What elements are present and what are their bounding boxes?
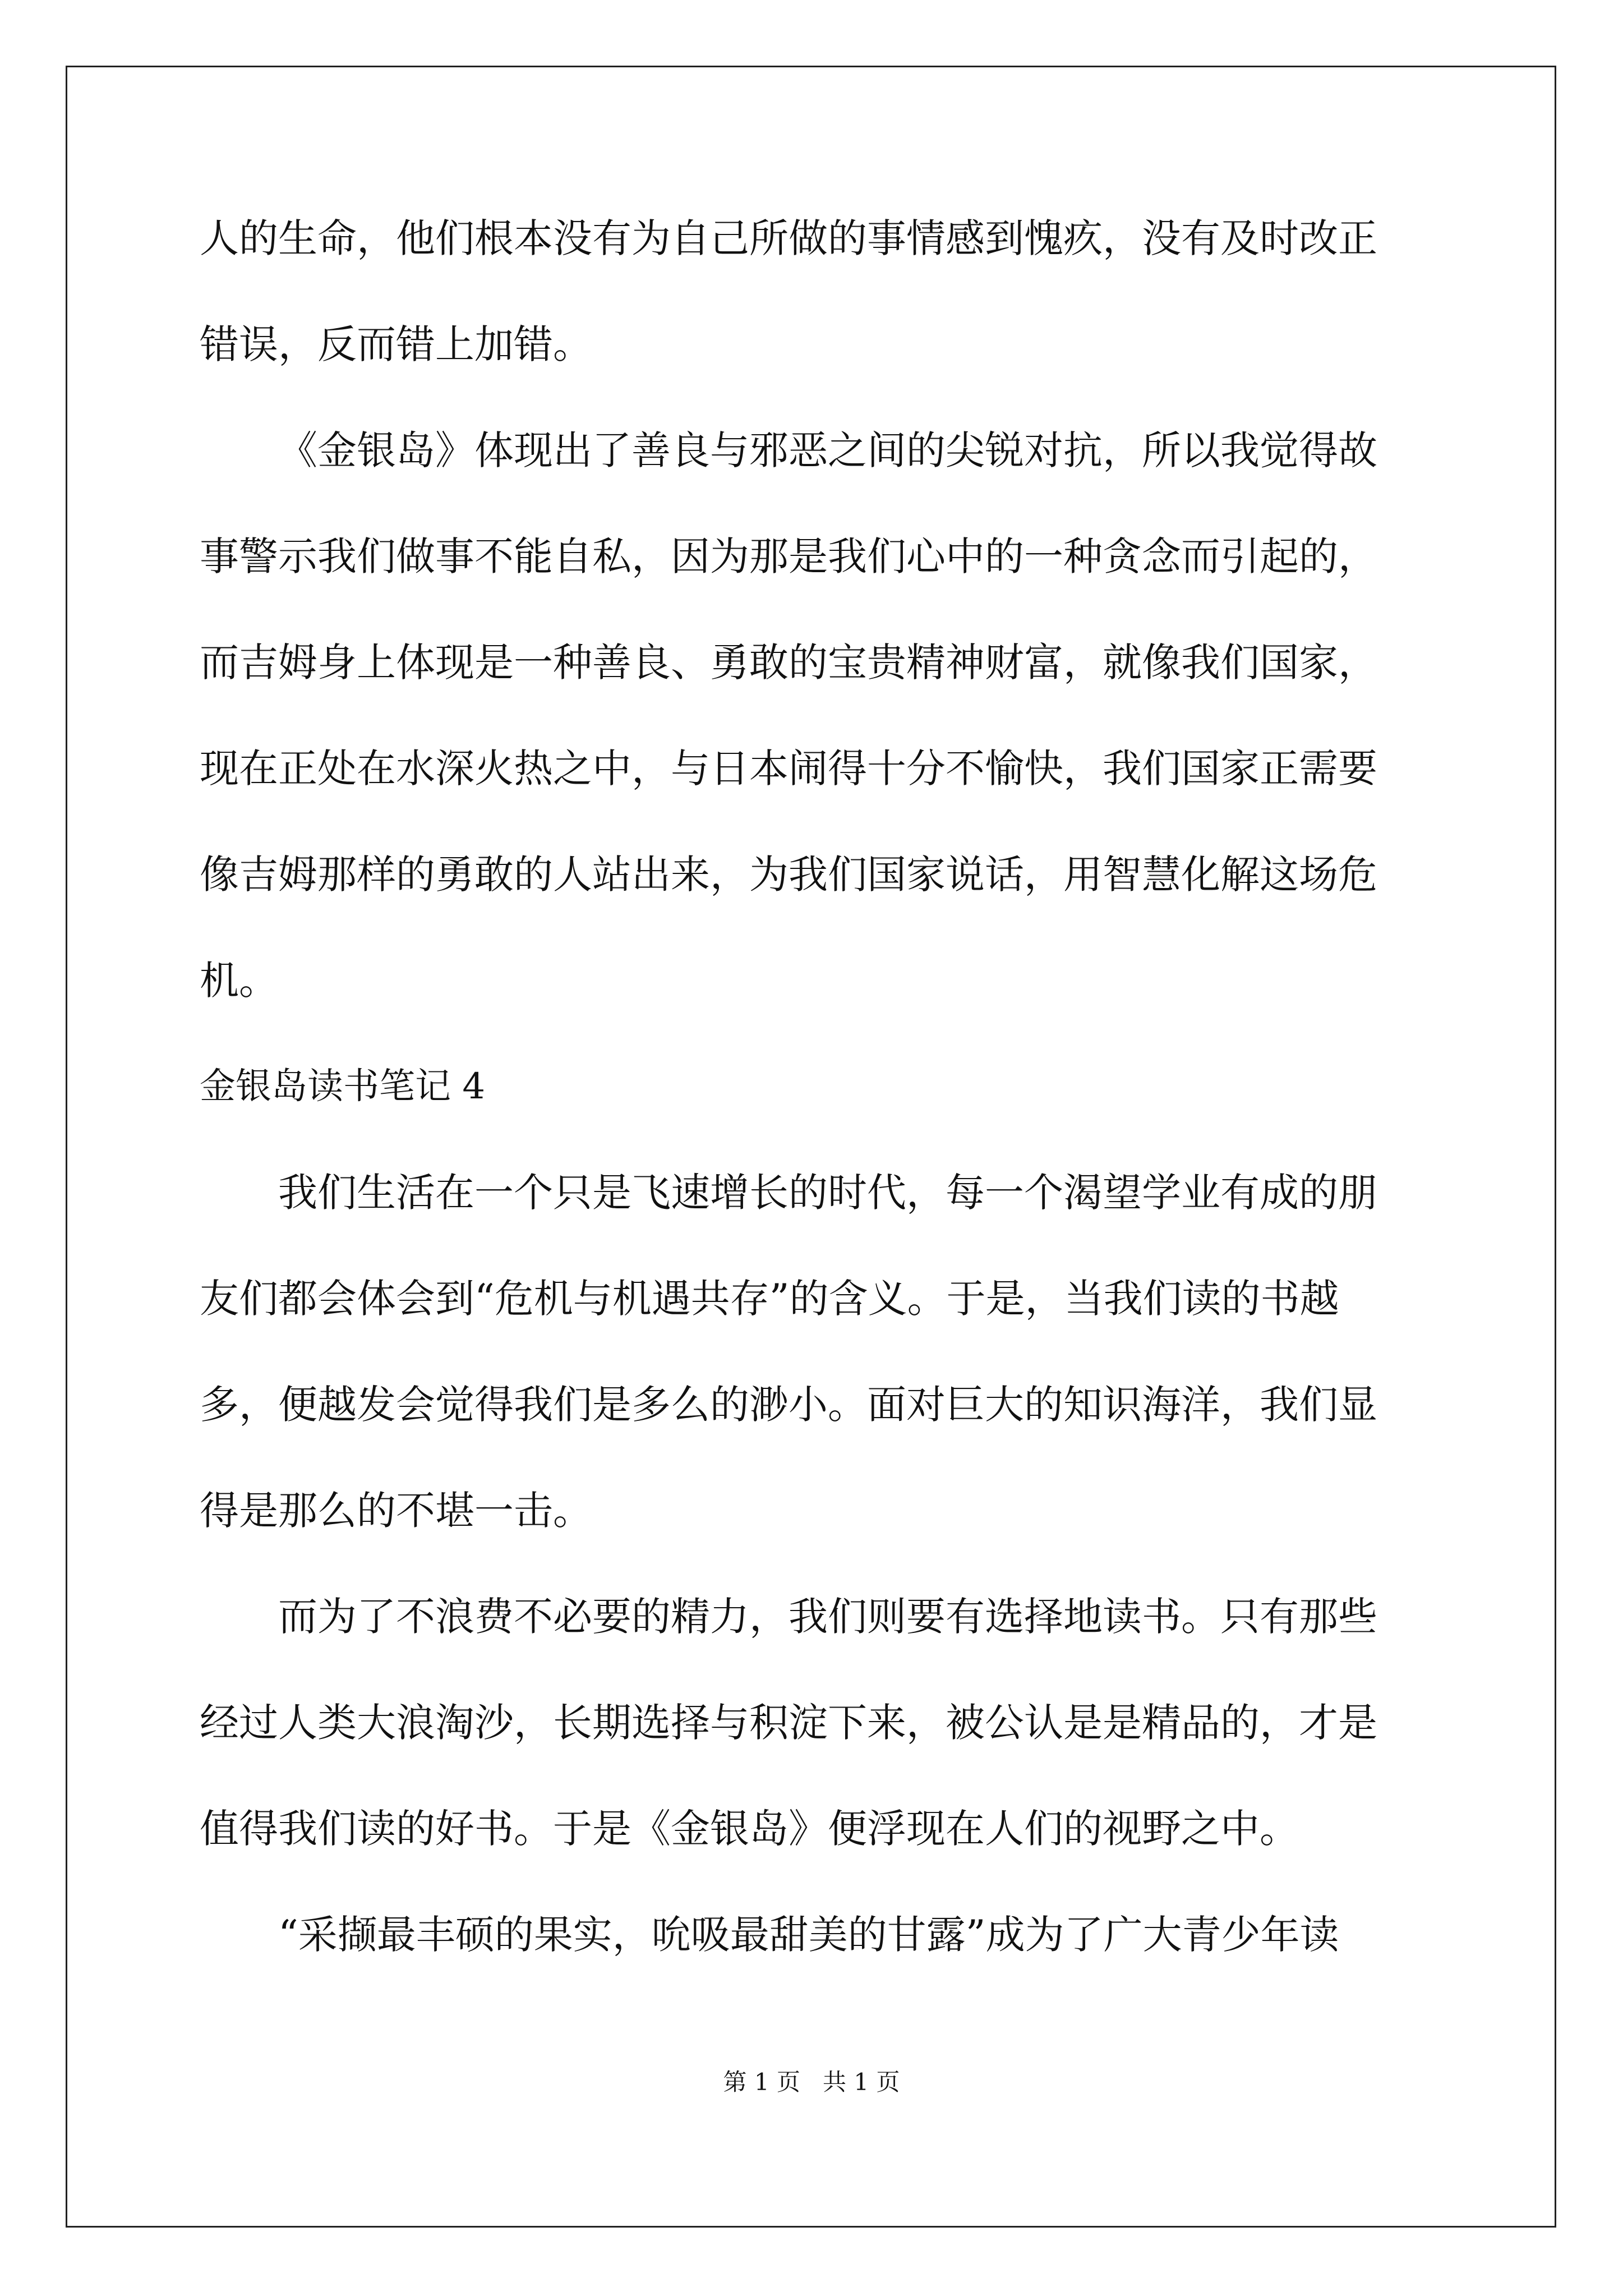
- text-line: 像吉姆那样的勇敢的人站出来，为我们国家说话，用智慧化解这场危: [200, 852, 1377, 898]
- paragraph-first-line: 我们生活在一个只是飞速增长的时代，每一个渴望学业有成的朋: [278, 1170, 1377, 1216]
- text-line: 机。: [200, 958, 278, 1004]
- text-line: 多，便越发会觉得我们是多么的渺小。面对巨大的知识海洋，我们显: [200, 1382, 1377, 1428]
- paragraph-first-line: 而为了不浪费不必要的精力，我们则要有选择地读书。只有那些: [278, 1594, 1377, 1640]
- text-line: 值得我们读的好书。于是《金银岛》便浮现在人们的视野之中。: [200, 1806, 1299, 1852]
- text-line: 经过人类大浪淘沙，长期选择与积淀下来，被公认是是精品的，才是: [200, 1700, 1377, 1746]
- section-heading: 金银岛读书笔记 4: [200, 1066, 486, 1107]
- paragraph-first-line: “采撷最丰硕的果实，吮吸最甜美的甘露”成为了广大青少年读: [278, 1912, 1339, 1958]
- page-number-footer: 第 1 页 共 1 页: [723, 2068, 900, 2096]
- text-line: 现在正处在水深火热之中，与日本闹得十分不愉快，我们国家正需要: [200, 746, 1377, 792]
- paragraph-first-line: 《金银岛》体现出了善良与邪恶之间的尖锐对抗，所以我觉得故: [278, 427, 1377, 473]
- text-line: 友们都会体会到“危机与机遇共存”的含义。于是，当我们读的书越: [200, 1276, 1339, 1322]
- text-line: 得是那么的不堪一击。: [200, 1488, 592, 1534]
- text-line: 人的生命，他们根本没有为自己所做的事情感到愧疚，没有及时改正: [200, 215, 1377, 261]
- text-line: 而吉姆身上体现是一种善良、勇敢的宝贵精神财富，就像我们国家，: [200, 639, 1377, 685]
- page-border: [66, 66, 1556, 2228]
- text-line: 事警示我们做事不能自私，因为那是我们心中的一种贪念而引起的，: [200, 533, 1377, 579]
- text-line: 错误，反而错上加错。: [200, 321, 592, 367]
